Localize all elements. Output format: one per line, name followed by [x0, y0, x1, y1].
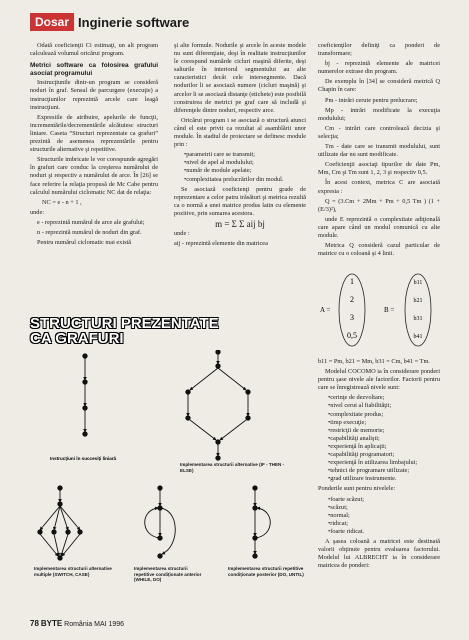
list-item: • scăzut; [328, 504, 440, 512]
graph-diagram [30, 350, 306, 600]
paragraph: coeficienţilor definiţi ca ponderi de transformare; [318, 42, 440, 58]
paragraph: Expresiile de atribuire, apelurile de funcţii, incrementările/decrementările alcătuiesc structuri liniare. Caseta “Structuri reprezentate ca grafuri” prezintă de asemenea reprezentările pentru structurile alternative şi repetitive. [30, 113, 158, 154]
formula-q: Q = (3.Cm + 2Mm + Pm + 0,5 Tm ) (1 + (E/3)²), [318, 197, 440, 213]
definition: Tm - date care se transmit modulului, sunt utilizate dar nu sunt modificate. [318, 143, 440, 159]
multiple-alternative-graph [38, 486, 82, 560]
matrix-a-cell: 1 [350, 277, 354, 286]
while-graph [145, 486, 176, 558]
alternative-graph [186, 350, 250, 460]
list-item: • foarte scăzut; [328, 496, 440, 504]
caption-while-box [134, 566, 204, 596]
paragraph: şi alte formule. Nodurile şi arcele în aceste modele nu sunt diferenţiate, deşi în realitate instrucţiunilor le corespund numărde cicluri maşină diferite, deşi salturile în interiorul segmentului au alte caracteristici decât cele intersegmente. Dacă nodurilor li se asociază numere (cicluri maşină) şi arcelor li se asociază distanţe (etichete) este posibilă construirea de metrici pe graf care să includă şi diferenţele dintre noduri, respectiv arce. [174, 42, 306, 114]
paragraph: De exemplu în [34] se consideră metrică Q Chapin în care: [318, 78, 440, 94]
paragraph: A şasea coloană a matricei este destinată valorii obţinute pentru evaluarea factorului. Modelul lui ALBRECHT ia în considerare matricea de ponderi: [318, 537, 440, 570]
list-item: • tehnici de programare utilizate; [328, 467, 440, 475]
list-item: • foarte ridicat. [328, 528, 440, 536]
list-item: • complexitate produs; [328, 411, 440, 419]
paragraph: Structurile imbricate le vor corespunde agregări în grafuri care conduc la creşterea numărului de noduri şi respectiv a numărului de arce. În [26] se face referire la relaţia propusă de Mc Cabe pentru calculul numărului ciclomatic NC dat de relaţia: [30, 156, 158, 196]
list-item: • capabilităţi analişti; [328, 435, 440, 443]
column-3 [318, 42, 440, 260]
page-footer [30, 619, 124, 628]
until-graph [253, 486, 270, 558]
bullet-list [174, 151, 306, 183]
figure-banner [30, 316, 306, 348]
list-item: • parametrii care se transmit; [184, 151, 306, 159]
caption-multi: Implementarea structurii alternative multiple (SWITCH, CASE) [34, 566, 112, 577]
matrix-figure [318, 270, 440, 350]
column-2 [174, 42, 306, 250]
banner-line: CA GRAFURI [30, 330, 124, 347]
list-item: • grad utilizare instrumente. [328, 475, 440, 483]
list-item: • cerinţe de dezvoltare; [328, 394, 440, 402]
paragraph: e - reprezintă numărul de arce ale grafului; [37, 218, 145, 226]
matrix-b-cell: b31 [413, 316, 423, 322]
matrix-b-cell: b21 [413, 298, 423, 304]
caption-while: Implementarea structurii repetitive condiţionate anterior (WHILE, DO) [134, 566, 202, 582]
paragraph: b11 = Pm, b21 = Mm, b31 = Cm, b41 = Tm. [318, 358, 430, 365]
paragraph: unde: [30, 208, 44, 216]
paragraph: unde E reprezintă o complexitate adiţională care apare când un modul comunică cu alte module. [318, 215, 440, 239]
caption-until: Implementarea structurii repetitive condiţionate posterior (DO, UNTIL) [228, 566, 304, 577]
matrix-a-label: A = [320, 306, 331, 314]
list-item: • restricţii de memorie; [328, 427, 440, 435]
page-number: 78 [30, 619, 39, 628]
list-item: • normal; [328, 512, 440, 520]
list-item: • experienţă în utilizarea limbajului; [328, 459, 440, 467]
paragraph: Oricărui program i se asociază o structură atunci când el este privit ca rezultat al asamblării unor module. În stadiul de proiectare se definesc module prin : [174, 116, 306, 149]
list-item: • ridicat; [328, 520, 440, 528]
issue-date: România MAI 1996 [64, 621, 125, 628]
list-item: • nivel de apel al modulului; [184, 159, 306, 167]
paragraph: În acest context, metrica C are asociată expresia : [318, 179, 440, 195]
caption-multi-box [34, 566, 114, 596]
level-list [318, 496, 440, 536]
matrix-b-label: B = [384, 306, 395, 314]
subheading: Metrici software ca folosirea grafului asociat programului [30, 62, 158, 78]
linear-graph [83, 354, 87, 436]
formula-nc: NC = e - n + 1 , [42, 198, 82, 206]
caption-alt: Implementarea structurii alternative (IF - THEN - ELSE) [180, 462, 285, 473]
caption-linear: Instrucţiuni în succesiţi liniară [50, 456, 117, 461]
factor-list [318, 394, 440, 483]
list-item: • număr de module apelate; [184, 167, 306, 175]
paragraph: Ponderile sunt pentru nivelele: [318, 485, 396, 493]
column-1 [30, 42, 158, 249]
paragraph: n - reprezintă numărul de noduri din graf. [37, 228, 142, 236]
paragraph: Instrucţiunile dintr-un program se consideră noduri în graf. Sensul de parcurgere (execuţie) a instrucţiunilor reprezintă arcele care leagă instrucţiuni. [30, 79, 158, 111]
banner-line: STRUCTURI PREZENTATE [30, 315, 219, 332]
paragraph: Pentru numărul ciclomatic mai există [37, 239, 132, 247]
section-title: Inginerie software [78, 14, 190, 30]
definition: Cm - intrări care controlează decizia şi selecţia; [318, 124, 440, 140]
matrix-b-cell: b11 [413, 280, 423, 286]
paragraph: aij - reprezintă elemente din matricea [174, 240, 268, 248]
section-tag: Dosar [30, 13, 74, 31]
caption-alt-box [180, 462, 290, 478]
paragraph: Coeficienţii asociaţi tipurilor de date Pm, Mm, Cm şi Tm sunt 1, 2, 3 şi respectiv 0,5. [318, 161, 440, 177]
list-item: • timp execuţie; [328, 419, 440, 427]
paragraph: Odată coeficienţii Ci estimaţi, un alt program calculează volumul oricărui program. [30, 42, 158, 58]
magazine-name: BYTE [40, 619, 63, 628]
matrix-b-cell: b41 [413, 334, 423, 340]
paragraph: bj - reprezintă elemente ale matricei numerelor extrase din program. [318, 60, 440, 76]
section-header [30, 12, 189, 32]
definition: Mp - intrări modificate la execuţia modulului; [318, 106, 440, 122]
matrix-a-cell: 2 [350, 295, 354, 304]
list-item: • complexitatea prelucrărilor din modul. [184, 176, 306, 184]
formula-m: m = Σ Σ aij bj [215, 218, 265, 229]
list-item: • nivel cerut al fiabilităţii; [328, 402, 440, 410]
matrix-a-cell: 3 [350, 313, 354, 322]
matrix-a-cell: 0,5 [347, 331, 357, 340]
column-3-continued [318, 358, 440, 598]
list-item: • capabilităţi programatori; [328, 451, 440, 459]
paragraph: Metrica Q consideră cazul particular de matrice cu o coloană şi 4 linii. [318, 242, 440, 258]
caption-until-box [228, 566, 304, 596]
definition: Pm - intrări cerute pentru prelucrare; [325, 96, 418, 104]
paragraph: unde : [174, 230, 190, 238]
list-item: • experienţă în aplicaţii; [328, 443, 440, 451]
paragraph: Modelul COCOMO ia în considerare ponderi pentru şase nivele ale factorilor. Factorii pentru care se înregistrează nivele sunt: [318, 368, 440, 392]
paragraph: Se asociază coeficienţi pentru grade de reprezentare a celor patru trăsături şi metrica rezultă ca o normă a unei matrice produs latin cu elemente pozitive, prin sumarea acestora. [174, 185, 306, 217]
